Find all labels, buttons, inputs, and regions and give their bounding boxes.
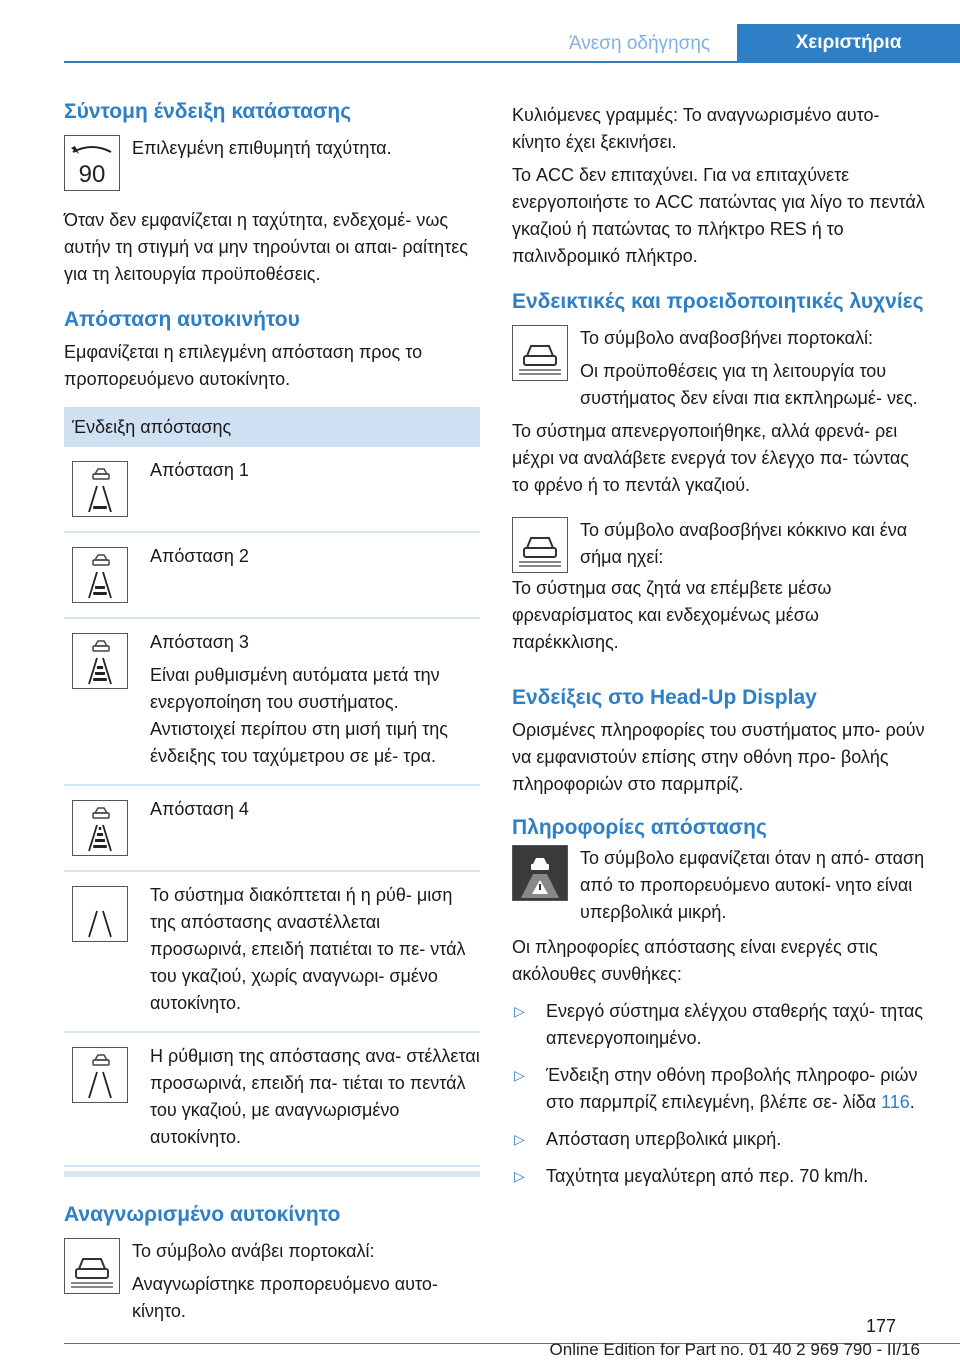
recognized-line1: Το σύμβολο ανάβει πορτοκαλί:: [132, 1241, 375, 1261]
table-cell: Απόσταση 1: [150, 460, 249, 480]
table-cell: Απόσταση 3: [150, 632, 249, 652]
status-heading: Σύντομη ένδειξη κατάστασης: [64, 100, 352, 123]
car-warning-red-icon: [512, 517, 568, 573]
info-paragraph: Οι πληροφορίες απόστασης είναι ενεργές στις ακόλουθες συνθήκες:: [512, 937, 878, 984]
left-column: [64, 98, 480, 1325]
table-row: [64, 786, 480, 872]
suspended-icon: [72, 1047, 128, 1103]
recognized-heading: Αναγνωρισμένο αυτοκίνητο: [64, 1203, 341, 1226]
speed-indicator-icon: [64, 135, 120, 191]
orange-warning-row: [512, 325, 928, 412]
triangle-bullet-icon: ▷: [514, 1067, 525, 1083]
header-section-label: Άνεση οδήγησης: [568, 33, 711, 54]
table-cell: Είναι ρυθμισμένη αυτόματα μετά την ενεργοποίηση του συστήματος. Αντιστοιχεί περίπου στη μισή τιμή της ένδειξης του ταχύμετρου σε μέ- τρα.: [150, 665, 448, 766]
list-item: ▷ Ένδειξη στην οθόνη προβολής πληροφο- ριών στο παρμπρίζ επιλεγμένη, βλέπε σε- λίδα 116.: [512, 1062, 928, 1116]
acc-paragraph: Το ACC δεν επιταχύνει. Για να επιταχύνετε ενεργοποιήστε το ACC πατώντας για λίγο το πεντάλ γκαζιού ή πατώντας το πλήκτρο RES ή το παλινδρομικό πλήκτρο.: [512, 165, 925, 266]
list-item: ▷ Απόσταση υπερβολικά μικρή.: [512, 1126, 928, 1153]
distance-table-header: Ένδειξη απόστασης: [64, 407, 480, 447]
car-warning-orange-icon: [512, 325, 568, 381]
info-icon-row: [512, 845, 928, 926]
rolling-lines-paragraph: Κυλιόμενες γραμμές: Το αναγνωρισμένο αυτο- κίνητο έχει ξεκινήσει.: [512, 105, 880, 152]
page-number: 177: [865, 1316, 896, 1336]
distance-1-icon: [72, 461, 128, 517]
right-column: [512, 102, 928, 1190]
table-cell: Απόσταση 2: [150, 546, 249, 566]
orange-line1: Το σύμβολο αναβοσβήνει πορτοκαλί:: [580, 328, 874, 348]
recognized-row: [64, 1238, 480, 1325]
desired-speed-row: [64, 135, 480, 191]
distance-table: [64, 447, 480, 1167]
table-cell: Το σύστημα διακόπτεται ή η ρύθ- μιση της απόστασης αναστέλλεται προσωρινά, επειδή πατιέται το πε- ντάλ του γκαζιού, χωρίς αναγνωρι- σμένο αυτοκίνητο.: [150, 885, 466, 1013]
hud-paragraph: Ορισμένες πληροφορίες του συστήματος μπο- ρούν να εμφανιστούν επίσης στην οθόνη προ- βολής πληροφοριών στο παρμπρίζ.: [512, 720, 925, 794]
triangle-bullet-icon: ▷: [514, 1131, 525, 1147]
info-caption: Το σύμβολο εμφανίζεται όταν η από- σταση από το προπορευόμενο αυτοκί- νητο είναι υπερβολικά μικρή.: [580, 848, 925, 922]
table-row: [64, 447, 480, 533]
info-heading: Πληροφορίες απόστασης: [512, 816, 767, 839]
table-cell: Απόσταση 4: [150, 799, 249, 819]
table-cell: Η ρύθμιση της απόστασης ανα- στέλλεται προσωρινά, επειδή πα- τιέται το πεντάλ του γκαζιού, με αναγνωρισμένο αυτοκίνητο.: [150, 1046, 480, 1147]
speed-caption: Επιλεγμένη επιθυμητή ταχύτητα.: [132, 138, 392, 158]
distance-paragraph: Εμφανίζεται η επιλεγμένη απόσταση προς το προπορευόμενο αυτοκίνητο.: [64, 342, 423, 389]
edition-text: Online Edition for Part no. 01 40 2 969 790 - II/16: [549, 1340, 920, 1359]
distance-heading: Απόσταση αυτοκινήτου: [64, 308, 300, 331]
table-row: [64, 872, 480, 1033]
red-line1: Το σύμβολο αναβοσβήνει κόκκινο και ένα σήμα ηχεί:: [580, 520, 908, 567]
red-line2: Το σύστημα σας ζητά να επέμβετε μέσω φρεναρίσματος και ενδεχομένως μέσω παρέκκλισης.: [512, 578, 832, 652]
distance-3-icon: [72, 633, 128, 689]
table-row: [64, 619, 480, 786]
distance-4-icon: [72, 800, 128, 856]
orange-paragraph: Το σύστημα απενεργοποιήθηκε, αλλά φρενά- ρει μέχρι να αναλάβετε ενεργά τον έλεγχο πα- τώντας το φρένο ή το πεντάλ γκαζιού.: [512, 421, 909, 495]
orange-line2: Οι προϋποθέσεις για τη λειτουργία του συστήματος δεν είναι πια εκπληρωμέ- νες.: [580, 361, 918, 408]
header-rule: [64, 61, 960, 63]
distance-warning-hud-icon: [512, 845, 568, 901]
table-row: [64, 533, 480, 619]
table-end-bar: [64, 1171, 480, 1177]
warnings-heading: Ενδεικτικές και προειδοποιητικές λυχνίες: [512, 290, 924, 313]
status-paragraph: Όταν δεν εμφανίζεται η ταχύτητα, ενδεχομέ- νως αυτήν τη στιγμή να μην τηρούνται οι απαι- ραίτητες για τη λειτουργία προϋποθέσεις.: [64, 210, 468, 284]
recognized-line2: Αναγνωρίστηκε προπορευόμενο αυτο- κίνητο.: [132, 1274, 438, 1321]
distance-2-icon: [72, 547, 128, 603]
speed-value: 90: [78, 161, 106, 188]
interrupted-icon: [72, 886, 128, 942]
table-row: [64, 1033, 480, 1167]
hud-heading: Ενδείξεις στο Head-Up Display: [512, 686, 817, 709]
list-item: ▷ Ενεργό σύστημα ελέγχου σταθερής ταχύ- τητας απενεργοποιημένο.: [512, 998, 928, 1052]
triangle-bullet-icon: ▷: [514, 1168, 525, 1184]
list-item: ▷ Ταχύτητα μεγαλύτερη από περ. 70 km/h.: [512, 1163, 928, 1190]
red-warning-row: [512, 517, 928, 573]
car-orange-icon: [64, 1238, 120, 1294]
conditions-list: [512, 998, 928, 1190]
header-chapter-tab: Χειριστήρια: [737, 24, 960, 62]
page-link[interactable]: 116: [881, 1092, 910, 1112]
triangle-bullet-icon: ▷: [514, 1003, 525, 1019]
